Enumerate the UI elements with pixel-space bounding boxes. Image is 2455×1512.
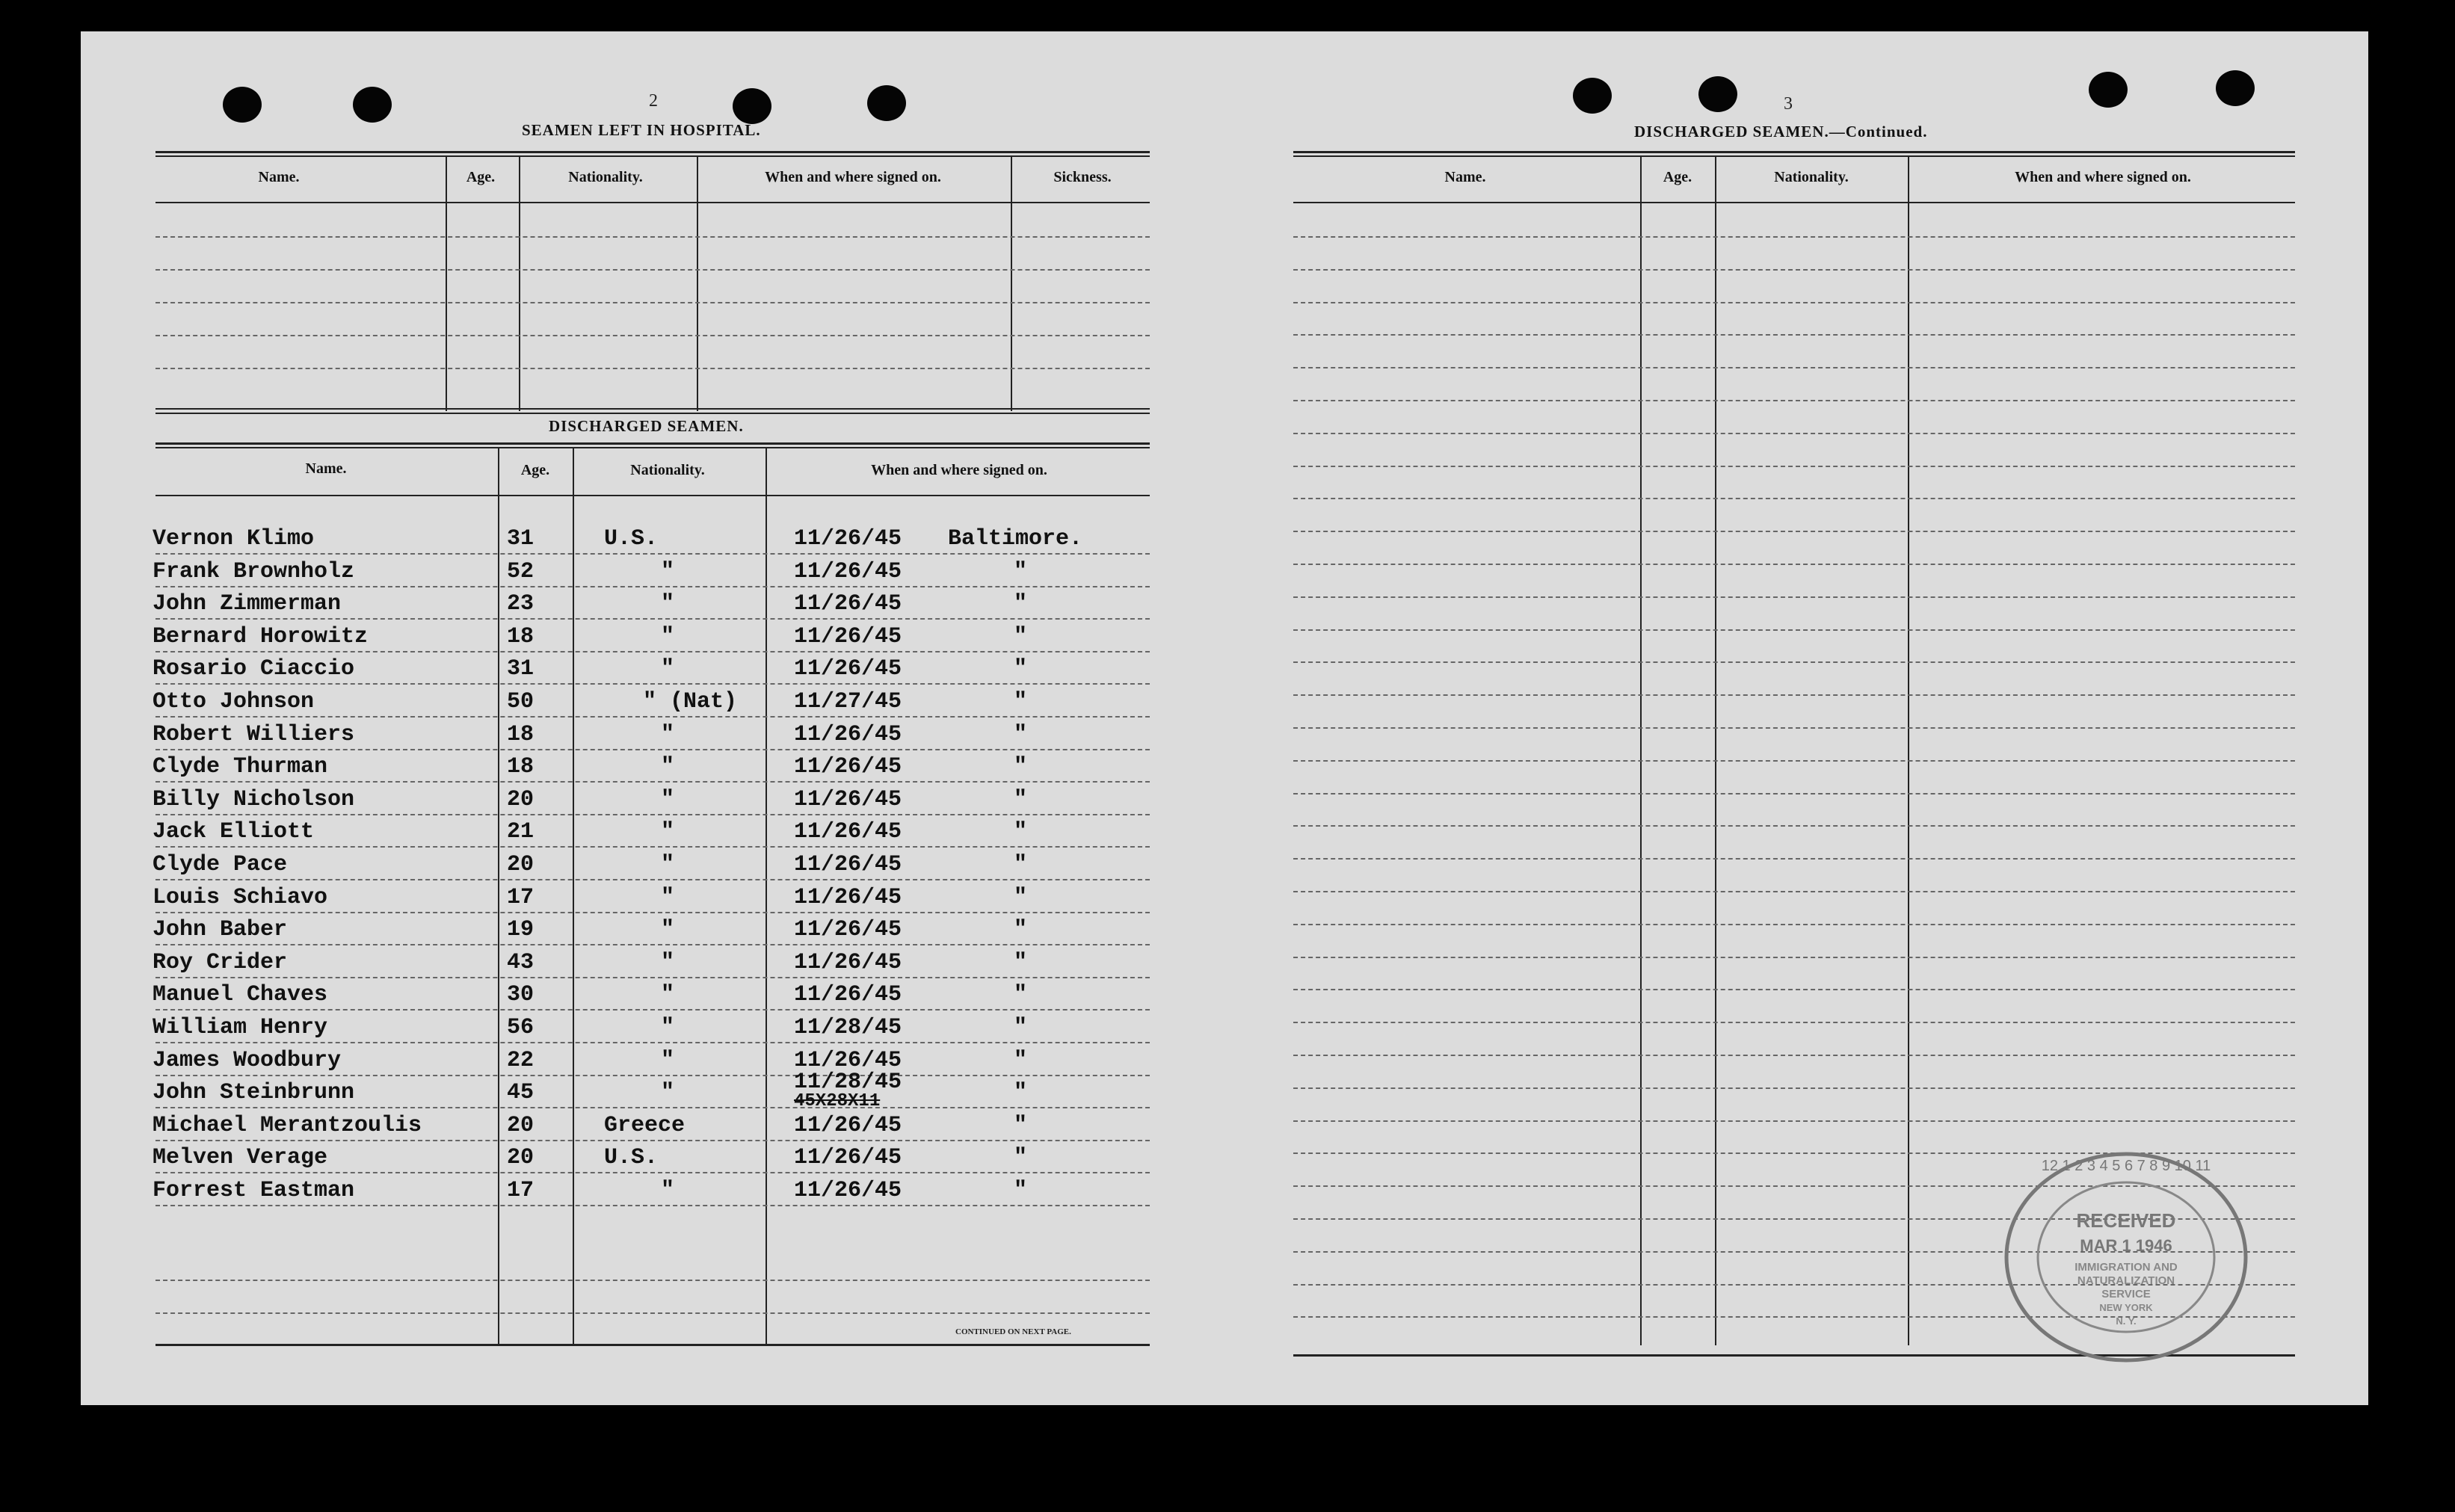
seaman-name: Manuel Chaves xyxy=(153,982,328,1008)
seaman-nationality: " xyxy=(660,917,674,942)
stamp-agency: NEW YORK xyxy=(2099,1302,2153,1313)
seaman-signed-place: " xyxy=(1014,754,1028,780)
seaman-nationality: " xyxy=(660,982,674,1008)
blank-line xyxy=(1293,334,2295,336)
seaman-signed-date: 11/26/45 xyxy=(794,526,902,552)
blank-line xyxy=(1293,1120,2295,1122)
hospital-col-signed-on: When and where signed on. xyxy=(765,169,941,185)
discharged-col-divider xyxy=(498,448,499,1344)
blank-line xyxy=(1293,269,2295,271)
seaman-signed-place: Baltimore. xyxy=(948,526,1083,552)
row-line xyxy=(155,912,1150,913)
seaman-age: 18 xyxy=(507,754,535,780)
seaman-age: 30 xyxy=(507,982,535,1008)
seaman-nationality: " xyxy=(660,559,674,584)
row-line xyxy=(155,1140,1150,1141)
seaman-name: Rosario Ciaccio xyxy=(153,656,355,682)
seaman-age: 17 xyxy=(507,885,535,910)
seaman-age: 18 xyxy=(507,722,535,747)
discharged-section-title: DISCHARGED SEAMEN. xyxy=(549,417,744,435)
seaman-nationality: " xyxy=(660,1178,674,1203)
seaman-nationality: " xyxy=(660,1015,674,1040)
seaman-signed-date: 11/28/45 xyxy=(794,1070,902,1095)
hospital-section-title: SEAMEN LEFT IN HOSPITAL. xyxy=(522,121,761,139)
seaman-signed-place: " xyxy=(1014,1080,1028,1105)
blank-line xyxy=(1293,825,2295,827)
blank-line xyxy=(1293,1087,2295,1089)
punch-hole xyxy=(223,87,262,123)
page-number: 3 xyxy=(1784,94,1793,114)
seaman-signed-place: " xyxy=(1014,1145,1028,1170)
seaman-age: 23 xyxy=(507,591,535,617)
seaman-signed-date: 11/26/45 xyxy=(794,559,902,584)
hospital-blank-line xyxy=(155,335,1150,336)
seaman-age: 45 xyxy=(507,1080,535,1105)
row-line xyxy=(155,814,1150,815)
seaman-signed-date: 11/26/45 xyxy=(794,1113,902,1138)
hospital-col-sickness: Sickness. xyxy=(1053,169,1112,185)
row-line xyxy=(155,651,1150,652)
hospital-col-divider xyxy=(446,157,447,411)
seaman-name: Louis Schiavo xyxy=(153,885,328,910)
seaman-signed-place: " xyxy=(1014,1015,1028,1040)
received-stamp xyxy=(1992,1145,2261,1369)
seaman-signed-place: " xyxy=(1014,1178,1028,1203)
blank-line xyxy=(1293,400,2295,401)
right-header-rule xyxy=(1293,202,2295,203)
seaman-age: 22 xyxy=(507,1048,535,1073)
seaman-signed-place: " xyxy=(1014,982,1028,1008)
seaman-age: 20 xyxy=(507,852,535,877)
seaman-signed-place: " xyxy=(1014,1048,1028,1073)
discharged-col-divider xyxy=(766,448,767,1344)
seaman-signed-place: " xyxy=(1014,722,1028,747)
hospital-blank-line xyxy=(155,236,1150,238)
seaman-age: 21 xyxy=(507,819,535,845)
seaman-nationality: " xyxy=(660,1080,674,1105)
discharged-top-rule-2 xyxy=(155,447,1150,448)
seaman-signed-place: " xyxy=(1014,950,1028,975)
seaman-name: Billy Nicholson xyxy=(153,787,355,812)
seaman-name: William Henry xyxy=(153,1015,328,1040)
seaman-age: 56 xyxy=(507,1015,535,1040)
blank-line xyxy=(1293,858,2295,860)
hospital-top-rule xyxy=(155,151,1150,153)
seaman-age: 18 xyxy=(507,624,535,649)
right-section-title: DISCHARGED SEAMEN.—Continued. xyxy=(1634,123,1928,141)
row-line xyxy=(155,1009,1150,1010)
seaman-signed-date: 11/26/45 xyxy=(794,787,902,812)
seaman-name: Otto Johnson xyxy=(153,689,315,715)
discharged-col-name: Name. xyxy=(305,460,347,477)
punch-hole xyxy=(733,88,771,124)
seaman-name: Roy Crider xyxy=(153,950,288,975)
seaman-signed-date: 11/26/45 xyxy=(794,885,902,910)
seaman-name: Bernard Horowitz xyxy=(153,624,369,649)
seaman-signed-place: " xyxy=(1014,656,1028,682)
hospital-blank-line xyxy=(155,269,1150,271)
row-line xyxy=(155,1172,1150,1173)
seaman-age: 20 xyxy=(507,787,535,812)
row-line xyxy=(155,879,1150,880)
hospital-col-age: Age. xyxy=(466,169,496,185)
seaman-name: James Woodbury xyxy=(153,1048,342,1073)
seaman-signed-place: " xyxy=(1014,689,1028,715)
ship-manifest-sheet xyxy=(81,31,2368,1405)
row-line xyxy=(155,749,1150,750)
blank-line xyxy=(1293,302,2295,303)
seaman-signed-date: 11/26/45 xyxy=(794,1178,902,1203)
seaman-nationality: " xyxy=(660,591,674,617)
seaman-signed-date: 11/26/45 xyxy=(794,1048,902,1073)
blank-line xyxy=(1293,989,2295,990)
hospital-col-nationality: Nationality. xyxy=(568,169,643,185)
hospital-bottom-rule xyxy=(155,408,1150,410)
blank-line xyxy=(1293,891,2295,892)
hospital-blank-line xyxy=(155,368,1150,369)
hospital-header-rule xyxy=(155,202,1150,203)
blank-line xyxy=(1293,564,2295,565)
row-line xyxy=(155,683,1150,685)
row-line xyxy=(155,618,1150,620)
right-top-rule xyxy=(1293,151,2295,153)
seaman-signed-date: 11/26/45 xyxy=(794,1145,902,1170)
seaman-nationality: " xyxy=(660,819,674,845)
stamp-agency: SERVICE xyxy=(2101,1288,2151,1300)
seaman-nationality: " (Nat) xyxy=(643,689,738,715)
punch-hole xyxy=(1698,76,1737,112)
seaman-signed-place: " xyxy=(1014,591,1028,617)
seaman-age: 43 xyxy=(507,950,535,975)
seaman-signed-date: 11/26/45 xyxy=(794,852,902,877)
right-col-signed-on: When and where signed on. xyxy=(2015,169,2191,185)
row-line xyxy=(155,781,1150,783)
hospital-col-divider xyxy=(697,157,698,411)
seaman-signed-place: " xyxy=(1014,787,1028,812)
seaman-age: 31 xyxy=(507,526,535,552)
seaman-name: Michael Merantzoulis xyxy=(153,1113,422,1138)
seaman-signed-place: " xyxy=(1014,819,1028,845)
discharged-top-rule xyxy=(155,442,1150,445)
stamp-received: RECEIVED xyxy=(2076,1209,2176,1232)
seaman-nationality: Greece xyxy=(604,1113,686,1138)
seaman-signed-place: " xyxy=(1014,917,1028,942)
seaman-nationality: " xyxy=(660,885,674,910)
row-line xyxy=(155,1107,1150,1108)
row-line xyxy=(155,716,1150,718)
blank-line xyxy=(1293,694,2295,696)
seaman-age: 20 xyxy=(507,1113,535,1138)
row-line xyxy=(155,977,1150,978)
blank-line xyxy=(155,1312,1150,1314)
seaman-name: Vernon Klimo xyxy=(153,526,315,552)
blank-line xyxy=(1293,924,2295,925)
punch-hole xyxy=(353,87,392,123)
seaman-signed-date: 11/26/45 xyxy=(794,624,902,649)
punch-hole xyxy=(867,85,906,121)
blank-line xyxy=(1293,1022,2295,1023)
seaman-signed-place: " xyxy=(1014,624,1028,649)
seaman-age: 19 xyxy=(507,917,535,942)
stamp-agency: N. Y. xyxy=(2116,1315,2137,1327)
blank-line xyxy=(1293,1055,2295,1056)
blank-line xyxy=(1293,661,2295,663)
row-line xyxy=(155,944,1150,945)
seaman-signed-date: 11/26/45 xyxy=(794,819,902,845)
seaman-signed-date: 11/26/45 xyxy=(794,950,902,975)
seaman-signed-date: 11/26/45 xyxy=(794,754,902,780)
right-col-nationality: Nationality. xyxy=(1774,169,1849,185)
blank-line xyxy=(1293,433,2295,434)
seaman-signed-date: 11/26/45 xyxy=(794,917,902,942)
row-line xyxy=(155,553,1150,555)
seaman-signed-date: 11/26/45 xyxy=(794,591,902,617)
hospital-col-name: Name. xyxy=(258,169,300,185)
seaman-name: John Baber xyxy=(153,917,288,942)
stamp-agency: IMMIGRATION AND xyxy=(2074,1261,2178,1274)
seaman-signed-place: " xyxy=(1014,885,1028,910)
seaman-name: Forrest Eastman xyxy=(153,1178,355,1203)
seaman-name: Robert Williers xyxy=(153,722,355,747)
punch-hole xyxy=(1573,78,1612,114)
row-line xyxy=(155,846,1150,848)
seaman-signed-place: " xyxy=(1014,1113,1028,1138)
punch-hole xyxy=(2089,72,2128,108)
continued-note: CONTINUED ON NEXT PAGE. xyxy=(955,1327,1071,1336)
seaman-signed-date: 11/26/45 xyxy=(794,982,902,1008)
hospital-col-divider xyxy=(519,157,520,411)
blank-line xyxy=(1293,596,2295,598)
seaman-signed-date: 11/26/45 xyxy=(794,722,902,747)
seaman-age: 52 xyxy=(507,559,535,584)
right-col-name: Name. xyxy=(1444,169,1486,185)
blank-line xyxy=(1293,957,2295,958)
seaman-name: Clyde Thurman xyxy=(153,754,328,780)
seaman-signed-date: 11/28/45 xyxy=(794,1015,902,1040)
seaman-signed-date: 11/27/45 xyxy=(794,689,902,715)
seaman-signed-place: " xyxy=(1014,852,1028,877)
seaman-nationality: " xyxy=(660,722,674,747)
seaman-nationality: " xyxy=(660,1048,674,1073)
stamp-date: MAR 1 1946 xyxy=(2080,1236,2172,1255)
blank-line xyxy=(1293,760,2295,762)
punch-hole xyxy=(2216,70,2255,106)
discharged-col-age: Age. xyxy=(520,462,550,478)
right-top-rule-2 xyxy=(1293,155,2295,157)
seaman-name: John Zimmerman xyxy=(153,591,342,617)
blank-line xyxy=(1293,367,2295,368)
stamp-agency: NATURALIZATION xyxy=(2077,1274,2175,1287)
seaman-age: 17 xyxy=(507,1178,535,1203)
blank-line xyxy=(1293,498,2295,499)
seaman-nationality: " xyxy=(660,754,674,780)
blank-line xyxy=(1293,236,2295,238)
seaman-nationality: " xyxy=(660,656,674,682)
seaman-nationality: U.S. xyxy=(604,526,659,552)
seaman-nationality: " xyxy=(660,624,674,649)
stamp-ring-text: 12 1 2 3 4 5 6 7 8 9 10 11 xyxy=(2041,1158,2211,1174)
seaman-nationality: " xyxy=(660,852,674,877)
blank-line xyxy=(155,1280,1150,1281)
row-line xyxy=(155,1205,1150,1206)
seaman-name: Frank Brownholz xyxy=(153,559,355,584)
struck-out-date: 45X28X11 xyxy=(794,1091,881,1111)
seaman-name: Melven Verage xyxy=(153,1145,328,1170)
right-col-age: Age. xyxy=(1663,169,1692,185)
seaman-age: 31 xyxy=(507,656,535,682)
seaman-nationality: " xyxy=(660,950,674,975)
blank-line xyxy=(1293,629,2295,631)
discharged-header-rule xyxy=(155,495,1150,496)
blank-line xyxy=(1293,531,2295,532)
seaman-nationality: U.S. xyxy=(604,1145,659,1170)
hospital-col-divider xyxy=(1011,157,1012,411)
seaman-name: John Steinbrunn xyxy=(153,1080,355,1105)
seaman-age: 20 xyxy=(507,1145,535,1170)
seaman-signed-place: " xyxy=(1014,559,1028,584)
seaman-name: Clyde Pace xyxy=(153,852,288,877)
seaman-nationality: " xyxy=(660,787,674,812)
discharged-bottom-rule xyxy=(155,1344,1150,1346)
seaman-signed-date: 11/26/45 xyxy=(794,656,902,682)
hospital-top-rule-2 xyxy=(155,155,1150,157)
row-line xyxy=(155,586,1150,587)
seaman-age: 50 xyxy=(507,689,535,715)
blank-line xyxy=(1293,727,2295,729)
page-number: 2 xyxy=(649,91,658,111)
seaman-name: Jack Elliott xyxy=(153,819,315,845)
blank-line xyxy=(1293,793,2295,794)
hospital-bottom-rule-2 xyxy=(155,413,1150,414)
discharged-col-nationality: Nationality. xyxy=(630,462,705,478)
hospital-blank-line xyxy=(155,302,1150,303)
row-line xyxy=(155,1075,1150,1076)
discharged-col-signed-on: When and where signed on. xyxy=(871,462,1047,478)
row-line xyxy=(155,1042,1150,1043)
blank-line xyxy=(1293,466,2295,467)
